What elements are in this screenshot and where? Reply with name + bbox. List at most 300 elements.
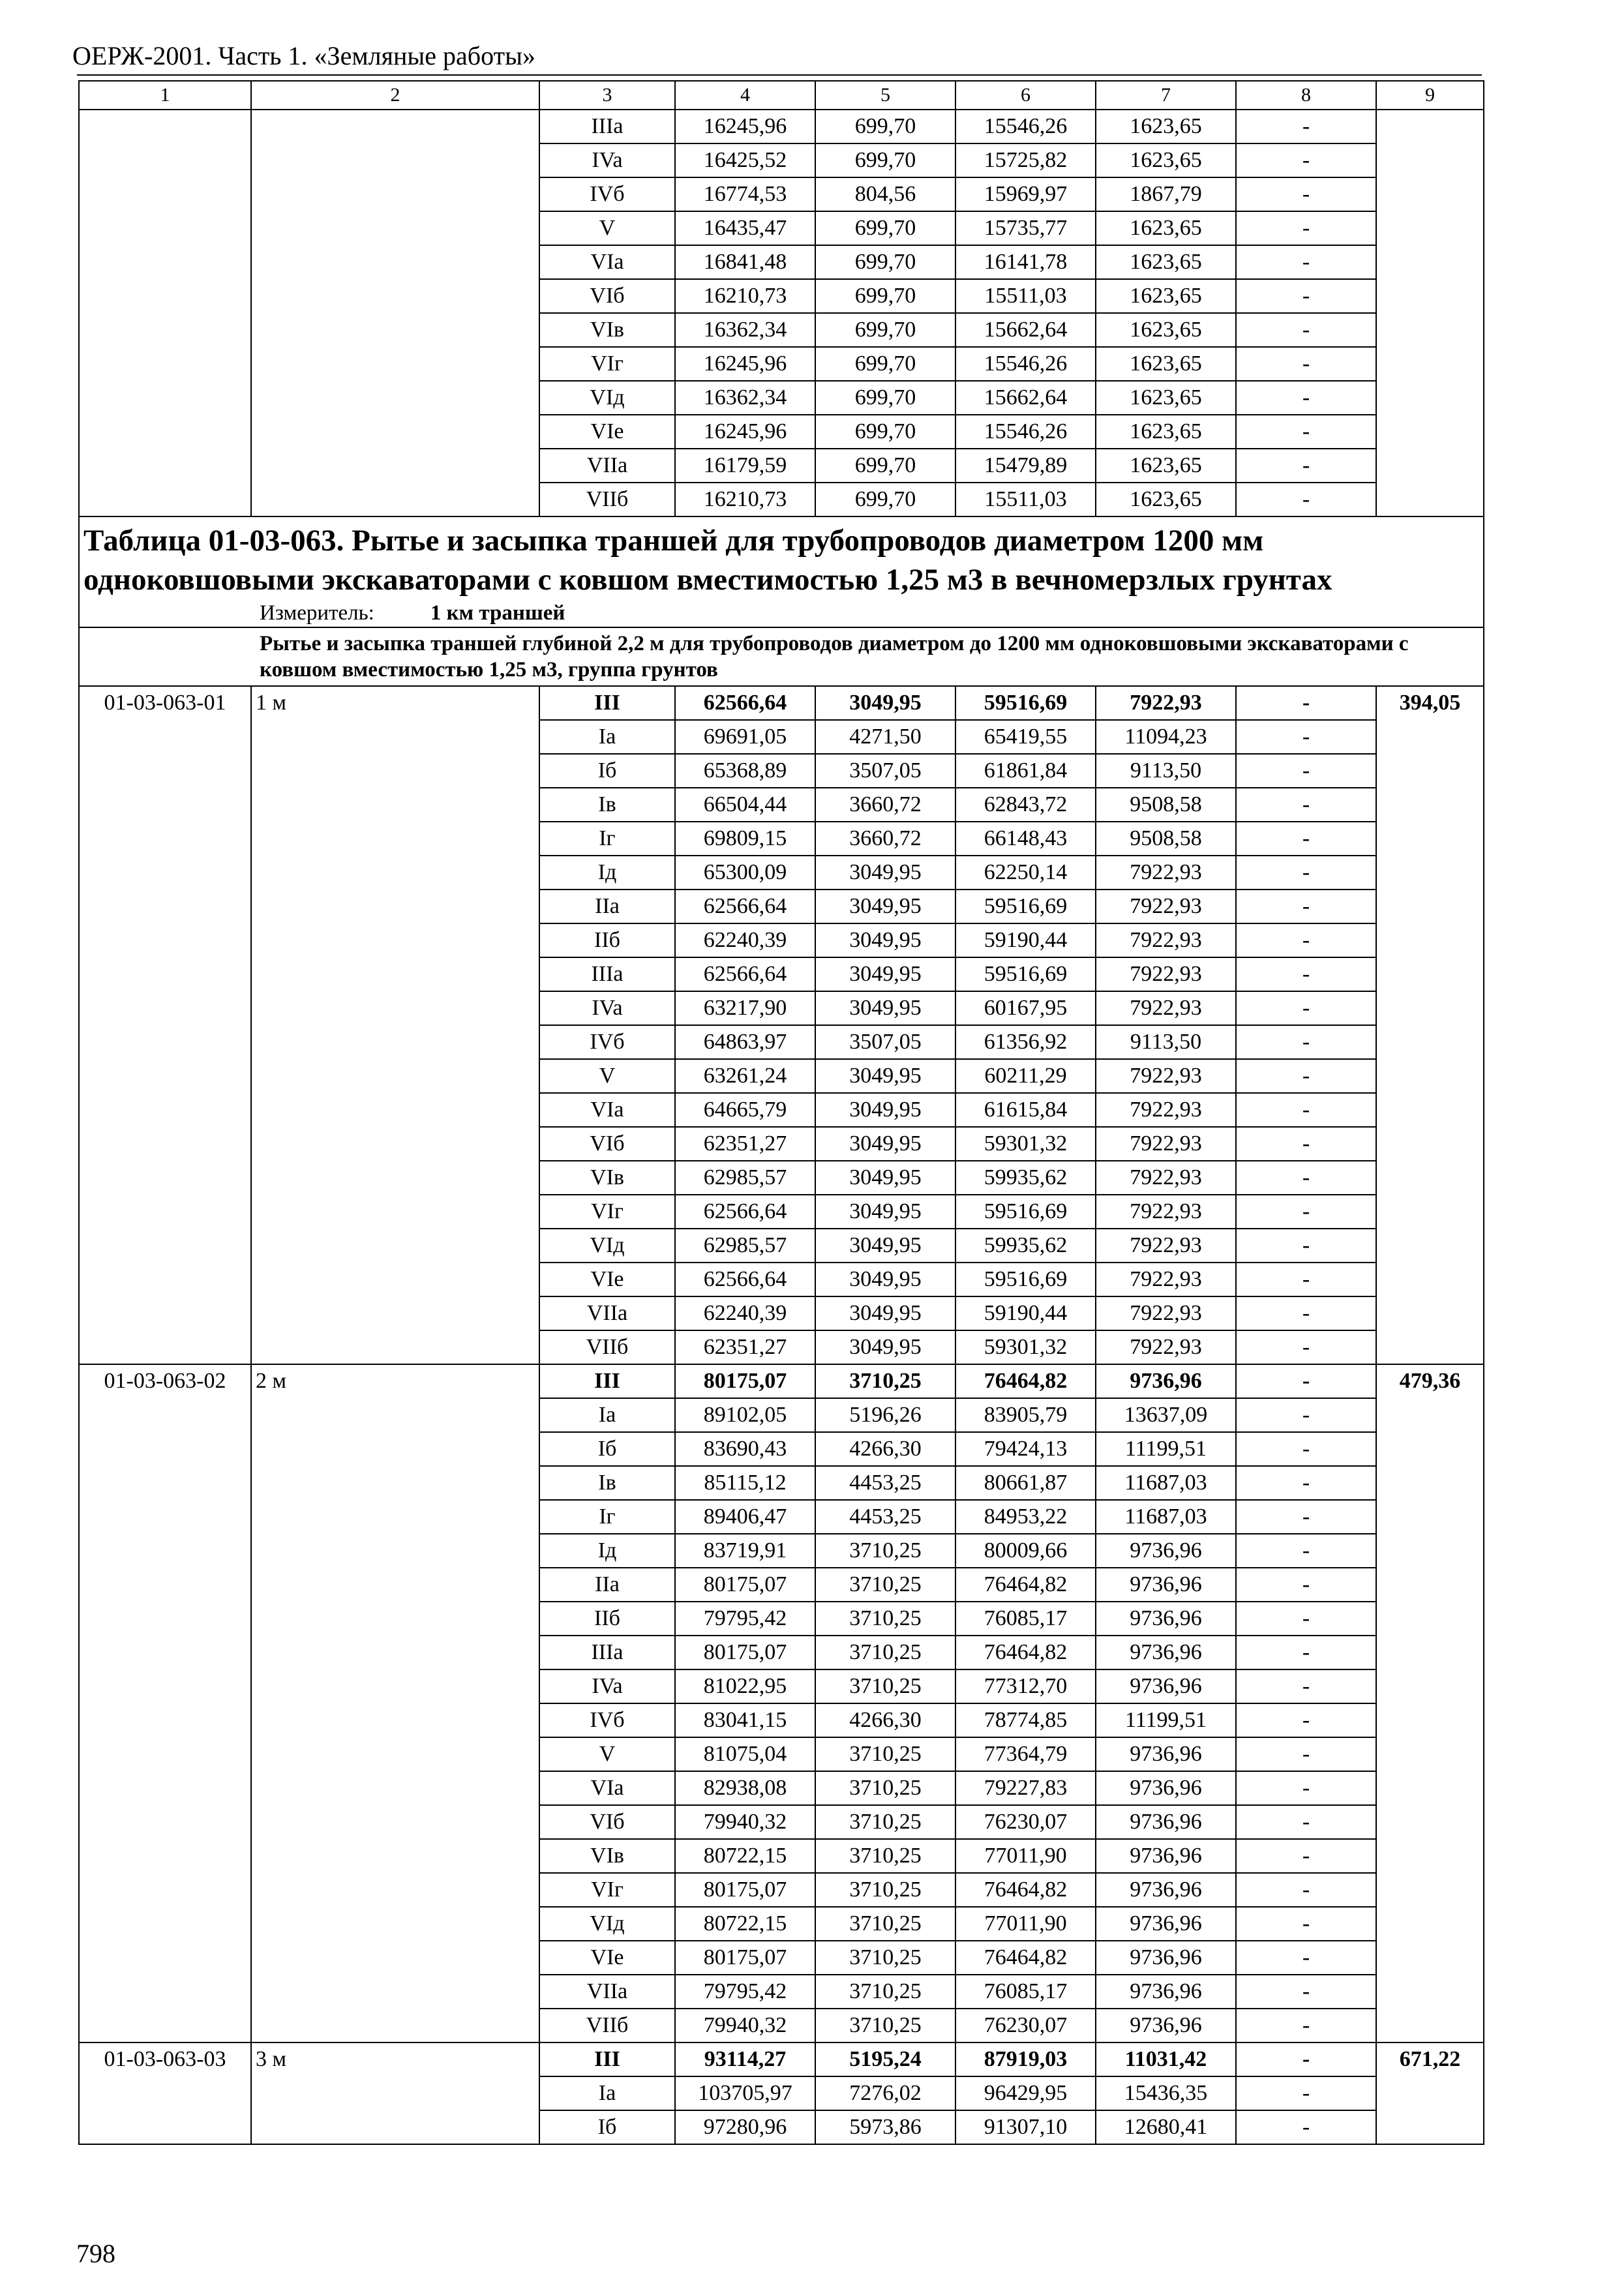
value-cell: 9736,96 xyxy=(1096,1805,1236,1839)
value-cell: 80175,07 xyxy=(675,1568,815,1602)
value-cell: 12680,41 xyxy=(1096,2110,1236,2144)
value-cell: 16141,78 xyxy=(955,245,1096,279)
value-cell: 89406,47 xyxy=(675,1500,815,1534)
value-cell: 79227,83 xyxy=(955,1771,1096,1805)
value-cell: 699,70 xyxy=(815,415,955,449)
value-cell: 3049,95 xyxy=(815,1330,955,1364)
value-cell: - xyxy=(1236,2009,1376,2042)
column-number: 9 xyxy=(1376,81,1484,110)
soil-group-cell: V xyxy=(539,211,675,245)
value-cell: 79795,42 xyxy=(675,1975,815,2009)
value-cell: 77011,90 xyxy=(955,1907,1096,1941)
column-number: 5 xyxy=(815,81,955,110)
value-cell: 59516,69 xyxy=(955,890,1096,923)
value-cell: 76464,82 xyxy=(955,1941,1096,1975)
value-cell: 4453,25 xyxy=(815,1466,955,1500)
value-cell: 3710,25 xyxy=(815,1602,955,1636)
value-cell: 3049,95 xyxy=(815,1127,955,1161)
value-cell: 97280,96 xyxy=(675,2110,815,2144)
value-cell: 5195,24 xyxy=(815,2042,955,2076)
value-cell: - xyxy=(1236,1466,1376,1500)
value-cell: 59516,69 xyxy=(955,1263,1096,1296)
value-cell: - xyxy=(1236,415,1376,449)
value-cell: 62351,27 xyxy=(675,1127,815,1161)
value-cell: 11199,51 xyxy=(1096,1703,1236,1737)
value-cell: 3710,25 xyxy=(815,1873,955,1907)
value-cell: 3660,72 xyxy=(815,822,955,856)
value-cell: - xyxy=(1236,245,1376,279)
value-cell: 9113,50 xyxy=(1096,754,1236,788)
table-title-row xyxy=(79,516,1484,627)
measure-label: Измеритель: xyxy=(260,601,374,625)
value-cell: 85115,12 xyxy=(675,1466,815,1500)
value-cell: 9736,96 xyxy=(1096,1771,1236,1805)
soil-group-cell: IIб xyxy=(539,1602,675,1636)
value-cell: 65368,89 xyxy=(675,754,815,788)
value-cell: 78774,85 xyxy=(955,1703,1096,1737)
value-cell: 9736,96 xyxy=(1096,1941,1236,1975)
soil-group-cell: Iб xyxy=(539,2110,675,2144)
value-cell: 62240,39 xyxy=(675,1296,815,1330)
value-cell: - xyxy=(1236,957,1376,991)
value-cell: - xyxy=(1236,822,1376,856)
soil-group-cell: IVб xyxy=(539,1703,675,1737)
value-cell: 16435,47 xyxy=(675,211,815,245)
value-cell: 3710,25 xyxy=(815,1907,955,1941)
value-cell: 3049,95 xyxy=(815,890,955,923)
soil-group-cell: VIa xyxy=(539,1093,675,1127)
value-cell: 84953,22 xyxy=(955,1500,1096,1534)
value-cell: - xyxy=(1236,1263,1376,1296)
value-cell: 9508,58 xyxy=(1096,822,1236,856)
value-cell: 66504,44 xyxy=(675,788,815,822)
value-cell: 7922,93 xyxy=(1096,1229,1236,1263)
value-cell: 3710,25 xyxy=(815,1805,955,1839)
value-cell: 15546,26 xyxy=(955,415,1096,449)
soil-group-cell: Iг xyxy=(539,1500,675,1534)
value-cell: 81022,95 xyxy=(675,1669,815,1703)
soil-group-cell: VIIб xyxy=(539,1330,675,1364)
soil-group-cell: IVa xyxy=(539,1669,675,1703)
value-cell: 5973,86 xyxy=(815,2110,955,2144)
soil-group-cell: VIг xyxy=(539,347,675,381)
value-cell: 1623,65 xyxy=(1096,143,1236,177)
value-cell: - xyxy=(1236,1568,1376,1602)
value-cell: - xyxy=(1236,788,1376,822)
value-cell: 3710,25 xyxy=(815,1568,955,1602)
column-number: 1 xyxy=(79,81,251,110)
rate-depth-cell: 3 м xyxy=(251,2042,539,2144)
value-cell: 1623,65 xyxy=(1096,347,1236,381)
value-cell: 1623,65 xyxy=(1096,449,1236,483)
subtitle-cell xyxy=(79,627,1484,686)
value-cell: 16179,59 xyxy=(675,449,815,483)
rate-code-cell: 01-03-063-02 xyxy=(79,1364,251,2042)
value-cell: 93114,27 xyxy=(675,2042,815,2076)
table-subtitle: Рытье и засыпка траншей глубиной 2,2 м для трубопроводов диаметром до 1200 мм одноковшовыми экскаваторами с ковшом вместимостью 1,25 м3, группа грунтов xyxy=(260,632,1409,681)
value-cell: 16841,48 xyxy=(675,245,815,279)
table-title-cell xyxy=(79,516,1484,627)
value-cell: 7922,93 xyxy=(1096,1330,1236,1364)
value-cell: - xyxy=(1236,1330,1376,1364)
value-cell: 80175,07 xyxy=(675,1941,815,1975)
value-cell: - xyxy=(1236,483,1376,516)
labor-total-cell: 671,22 xyxy=(1376,2042,1484,2144)
value-cell: 7922,93 xyxy=(1096,1161,1236,1195)
value-cell: 15969,97 xyxy=(955,177,1096,211)
value-cell: 1623,65 xyxy=(1096,483,1236,516)
column-number: 6 xyxy=(955,81,1096,110)
value-cell: 1623,65 xyxy=(1096,279,1236,313)
value-cell: 82938,08 xyxy=(675,1771,815,1805)
value-cell: 3710,25 xyxy=(815,1636,955,1669)
column-number: 3 xyxy=(539,81,675,110)
soil-group-cell: IVб xyxy=(539,177,675,211)
value-cell: - xyxy=(1236,1975,1376,2009)
subtitle-row xyxy=(79,627,1484,686)
value-cell: 4453,25 xyxy=(815,1500,955,1534)
value-cell: - xyxy=(1236,2110,1376,2144)
value-cell: 9736,96 xyxy=(1096,1568,1236,1602)
value-cell: 59190,44 xyxy=(955,923,1096,957)
value-cell: - xyxy=(1236,110,1376,143)
value-cell: 76230,07 xyxy=(955,1805,1096,1839)
value-cell: 3710,25 xyxy=(815,1771,955,1805)
value-cell: 62566,64 xyxy=(675,890,815,923)
soil-group-cell: III xyxy=(539,2042,675,2076)
value-cell: - xyxy=(1236,720,1376,754)
soil-group-cell: IVa xyxy=(539,991,675,1025)
soil-group-cell: VIa xyxy=(539,245,675,279)
value-cell: - xyxy=(1236,1025,1376,1059)
table-title: Таблица 01-03-063. Рытье и засыпка траншей для трубопроводов диаметром 1200 мм одноковшовыми экскаваторами с ковшом вместимостью 1,25 м3 в вечномерзлых грунтах xyxy=(83,524,1332,597)
value-cell: 15511,03 xyxy=(955,279,1096,313)
value-cell: 59935,62 xyxy=(955,1161,1096,1195)
table-row xyxy=(79,110,1484,143)
value-cell: 59301,32 xyxy=(955,1127,1096,1161)
value-cell: 9736,96 xyxy=(1096,1737,1236,1771)
value-cell: 1623,65 xyxy=(1096,313,1236,347)
soil-group-cell: VIIa xyxy=(539,449,675,483)
soil-group-cell: IVб xyxy=(539,1025,675,1059)
value-cell: 79940,32 xyxy=(675,1805,815,1839)
value-cell: 77312,70 xyxy=(955,1669,1096,1703)
soil-group-cell: IIб xyxy=(539,923,675,957)
value-cell: - xyxy=(1236,211,1376,245)
value-cell: 16362,34 xyxy=(675,313,815,347)
value-cell: 1623,65 xyxy=(1096,381,1236,415)
value-cell: 9736,96 xyxy=(1096,1636,1236,1669)
empty-code-cell xyxy=(79,110,251,516)
value-cell: 9736,96 xyxy=(1096,2009,1236,2042)
value-cell: 699,70 xyxy=(815,279,955,313)
value-cell: 3507,05 xyxy=(815,1025,955,1059)
value-cell: 62566,64 xyxy=(675,1263,815,1296)
value-cell: - xyxy=(1236,1161,1376,1195)
value-cell: 62843,72 xyxy=(955,788,1096,822)
value-cell: 65419,55 xyxy=(955,720,1096,754)
value-cell: - xyxy=(1236,1941,1376,1975)
value-cell: 3710,25 xyxy=(815,1839,955,1873)
measure-line xyxy=(83,599,1479,627)
value-cell: 3049,95 xyxy=(815,957,955,991)
value-cell: 13637,09 xyxy=(1096,1398,1236,1432)
value-cell: 9736,96 xyxy=(1096,1907,1236,1941)
value-cell: 76464,82 xyxy=(955,1636,1096,1669)
value-cell: 7276,02 xyxy=(815,2076,955,2110)
value-cell: - xyxy=(1236,1229,1376,1263)
value-cell: 15546,26 xyxy=(955,347,1096,381)
soil-group-cell: Iд xyxy=(539,856,675,890)
value-cell: 59516,69 xyxy=(955,686,1096,720)
value-cell: - xyxy=(1236,1636,1376,1669)
soil-group-cell: Iв xyxy=(539,788,675,822)
value-cell: 1623,65 xyxy=(1096,211,1236,245)
value-cell: 7922,93 xyxy=(1096,991,1236,1025)
value-cell: - xyxy=(1236,856,1376,890)
soil-group-cell: IIIa xyxy=(539,1636,675,1669)
soil-group-cell: VIв xyxy=(539,313,675,347)
value-cell: 83690,43 xyxy=(675,1432,815,1466)
value-cell: - xyxy=(1236,1602,1376,1636)
soil-group-cell: V xyxy=(539,1059,675,1093)
value-cell: - xyxy=(1236,1059,1376,1093)
soil-group-cell: IIIa xyxy=(539,110,675,143)
value-cell: - xyxy=(1236,1737,1376,1771)
value-cell: 80722,15 xyxy=(675,1839,815,1873)
value-cell: 16245,96 xyxy=(675,110,815,143)
soil-group-cell: VIIa xyxy=(539,1975,675,2009)
value-cell: 9508,58 xyxy=(1096,788,1236,822)
value-cell: 83905,79 xyxy=(955,1398,1096,1432)
value-cell: 76085,17 xyxy=(955,1975,1096,2009)
value-cell: 1623,65 xyxy=(1096,415,1236,449)
value-cell: 699,70 xyxy=(815,245,955,279)
value-cell: 76464,82 xyxy=(955,1873,1096,1907)
soil-group-cell: Iб xyxy=(539,1432,675,1466)
value-cell: 103705,97 xyxy=(675,2076,815,2110)
value-cell: - xyxy=(1236,2042,1376,2076)
value-cell: - xyxy=(1236,1534,1376,1568)
value-cell: 9113,50 xyxy=(1096,1025,1236,1059)
value-cell: 62985,57 xyxy=(675,1229,815,1263)
soil-group-cell: Ia xyxy=(539,2076,675,2110)
value-cell: 699,70 xyxy=(815,381,955,415)
value-cell: 81075,04 xyxy=(675,1737,815,1771)
value-cell: 3049,95 xyxy=(815,686,955,720)
value-cell: 3710,25 xyxy=(815,1975,955,2009)
soil-group-cell: VIг xyxy=(539,1873,675,1907)
measure-value: 1 км траншей xyxy=(430,601,565,625)
soil-group-cell: VIe xyxy=(539,1263,675,1296)
value-cell: - xyxy=(1236,279,1376,313)
value-cell: 1623,65 xyxy=(1096,245,1236,279)
value-cell: - xyxy=(1236,1127,1376,1161)
value-cell: 62240,39 xyxy=(675,923,815,957)
value-cell: 15735,77 xyxy=(955,211,1096,245)
soil-group-cell: VIд xyxy=(539,1907,675,1941)
value-cell: 1867,79 xyxy=(1096,177,1236,211)
value-cell: 15662,64 xyxy=(955,313,1096,347)
value-cell: 63261,24 xyxy=(675,1059,815,1093)
value-cell: 60211,29 xyxy=(955,1059,1096,1093)
value-cell: 77364,79 xyxy=(955,1737,1096,1771)
value-cell: - xyxy=(1236,923,1376,957)
value-cell: 65300,09 xyxy=(675,856,815,890)
page-header: ОЕРЖ-2001. Часть 1. «Земляные работы» xyxy=(72,41,535,70)
value-cell: 3710,25 xyxy=(815,1364,955,1398)
column-number: 4 xyxy=(675,81,815,110)
soil-group-cell: VIб xyxy=(539,1805,675,1839)
value-cell: 9736,96 xyxy=(1096,1975,1236,2009)
value-cell: 7922,93 xyxy=(1096,1263,1236,1296)
value-cell: 699,70 xyxy=(815,313,955,347)
value-cell: 7922,93 xyxy=(1096,1195,1236,1229)
value-cell: - xyxy=(1236,1669,1376,1703)
table-row xyxy=(79,1364,1484,1398)
value-cell: 1623,65 xyxy=(1096,110,1236,143)
value-cell: 7922,93 xyxy=(1096,856,1236,890)
soil-group-cell: V xyxy=(539,1737,675,1771)
value-cell: 61861,84 xyxy=(955,754,1096,788)
value-cell: 16774,53 xyxy=(675,177,815,211)
value-cell: 16245,96 xyxy=(675,347,815,381)
value-cell: 3710,25 xyxy=(815,1669,955,1703)
empty-desc-cell xyxy=(251,110,539,516)
empty-total-cell xyxy=(1376,110,1484,516)
value-cell: 64665,79 xyxy=(675,1093,815,1127)
value-cell: 16245,96 xyxy=(675,415,815,449)
value-cell: 96429,95 xyxy=(955,2076,1096,2110)
header-rule xyxy=(77,74,1482,76)
soil-group-cell: Iд xyxy=(539,1534,675,1568)
value-cell: 15479,89 xyxy=(955,449,1096,483)
table-row xyxy=(79,2042,1484,2076)
soil-group-cell: VIд xyxy=(539,381,675,415)
value-cell: 3049,95 xyxy=(815,856,955,890)
value-cell: 9736,96 xyxy=(1096,1873,1236,1907)
value-cell: 9736,96 xyxy=(1096,1534,1236,1568)
soil-group-cell: IIa xyxy=(539,890,675,923)
value-cell: - xyxy=(1236,1195,1376,1229)
value-cell: 3049,95 xyxy=(815,991,955,1025)
rate-code-cell: 01-03-063-03 xyxy=(79,2042,251,2144)
soil-group-cell: IIa xyxy=(539,1568,675,1602)
soil-group-cell: VIв xyxy=(539,1161,675,1195)
soil-group-cell: Iв xyxy=(539,1466,675,1500)
value-cell: 9736,96 xyxy=(1096,1602,1236,1636)
value-cell: 3660,72 xyxy=(815,788,955,822)
value-cell: 11094,23 xyxy=(1096,720,1236,754)
value-cell: - xyxy=(1236,1500,1376,1534)
value-cell: 59516,69 xyxy=(955,1195,1096,1229)
value-cell: 7922,93 xyxy=(1096,1127,1236,1161)
value-cell: 3710,25 xyxy=(815,2009,955,2042)
value-cell: 15511,03 xyxy=(955,483,1096,516)
value-cell: 5196,26 xyxy=(815,1398,955,1432)
soil-group-cell: IVa xyxy=(539,143,675,177)
value-cell: 15436,35 xyxy=(1096,2076,1236,2110)
value-cell: 83719,91 xyxy=(675,1534,815,1568)
value-cell: - xyxy=(1236,686,1376,720)
value-cell: 11031,42 xyxy=(1096,2042,1236,2076)
soil-group-cell: Ia xyxy=(539,1398,675,1432)
value-cell: 699,70 xyxy=(815,347,955,381)
value-cell: - xyxy=(1236,1771,1376,1805)
value-cell: 69691,05 xyxy=(675,720,815,754)
value-cell: 3049,95 xyxy=(815,1296,955,1330)
soil-group-cell: VIe xyxy=(539,415,675,449)
value-cell: 11687,03 xyxy=(1096,1466,1236,1500)
soil-group-cell: III xyxy=(539,1364,675,1398)
value-cell: 16210,73 xyxy=(675,483,815,516)
table-row xyxy=(79,686,1484,720)
value-cell: 76464,82 xyxy=(955,1568,1096,1602)
value-cell: 9736,96 xyxy=(1096,1364,1236,1398)
value-cell: 91307,10 xyxy=(955,2110,1096,2144)
value-cell: - xyxy=(1236,1364,1376,1398)
value-cell: 80175,07 xyxy=(675,1873,815,1907)
column-number: 7 xyxy=(1096,81,1236,110)
value-cell: 59190,44 xyxy=(955,1296,1096,1330)
soil-group-cell: Iг xyxy=(539,822,675,856)
value-cell: 79424,13 xyxy=(955,1432,1096,1466)
value-cell: 59516,69 xyxy=(955,957,1096,991)
soil-group-cell: VIб xyxy=(539,279,675,313)
value-cell: 79940,32 xyxy=(675,2009,815,2042)
value-cell: - xyxy=(1236,1093,1376,1127)
value-cell: 11199,51 xyxy=(1096,1432,1236,1466)
page-number: 798 xyxy=(76,2239,115,2268)
value-cell: 62566,64 xyxy=(675,957,815,991)
soil-group-cell: VIIб xyxy=(539,483,675,516)
soil-group-cell: VIIa xyxy=(539,1296,675,1330)
value-cell: 3049,95 xyxy=(815,1161,955,1195)
value-cell: 4271,50 xyxy=(815,720,955,754)
value-cell: 4266,30 xyxy=(815,1432,955,1466)
soil-group-cell: VIв xyxy=(539,1839,675,1873)
value-cell: 699,70 xyxy=(815,211,955,245)
value-cell: - xyxy=(1236,177,1376,211)
value-cell: 64863,97 xyxy=(675,1025,815,1059)
value-cell: 7922,93 xyxy=(1096,1093,1236,1127)
value-cell: 3507,05 xyxy=(815,754,955,788)
labor-total-cell: 479,36 xyxy=(1376,1364,1484,2042)
value-cell: 9736,96 xyxy=(1096,1839,1236,1873)
value-cell: 79795,42 xyxy=(675,1602,815,1636)
value-cell: - xyxy=(1236,449,1376,483)
value-cell: 3049,95 xyxy=(815,1195,955,1229)
value-cell: 62985,57 xyxy=(675,1161,815,1195)
value-cell: - xyxy=(1236,2076,1376,2110)
value-cell: 7922,93 xyxy=(1096,923,1236,957)
value-cell: 87919,03 xyxy=(955,2042,1096,2076)
value-cell: 3049,95 xyxy=(815,1229,955,1263)
soil-group-cell: VIд xyxy=(539,1229,675,1263)
value-cell: 699,70 xyxy=(815,143,955,177)
value-cell: 3049,95 xyxy=(815,923,955,957)
value-cell: 89102,05 xyxy=(675,1398,815,1432)
value-cell: 3049,95 xyxy=(815,1093,955,1127)
value-cell: 59935,62 xyxy=(955,1229,1096,1263)
rates-table xyxy=(78,80,1484,2145)
value-cell: - xyxy=(1236,381,1376,415)
value-cell: - xyxy=(1236,347,1376,381)
value-cell: - xyxy=(1236,1703,1376,1737)
value-cell: 4266,30 xyxy=(815,1703,955,1737)
value-cell: 61615,84 xyxy=(955,1093,1096,1127)
soil-group-cell: VIб xyxy=(539,1127,675,1161)
